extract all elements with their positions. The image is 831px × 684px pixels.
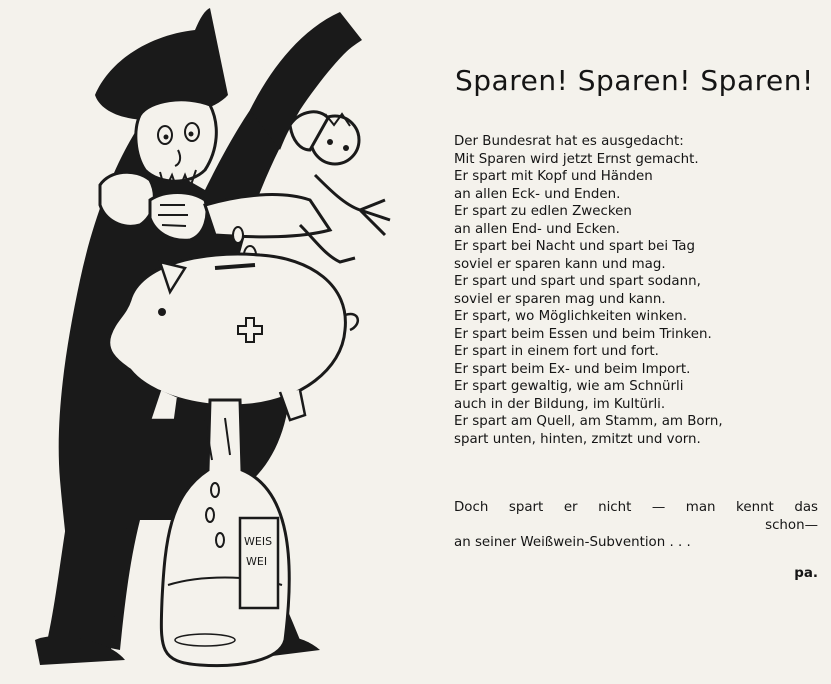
poem-line: Er spart am Quell, am Stamm, am Born, xyxy=(454,414,723,429)
poem-line: soviel er sparen mag und kann. xyxy=(454,291,666,307)
man-hand-left xyxy=(100,172,154,226)
poem-line: Er spart beim Ex- und beim Import. xyxy=(454,361,691,377)
man-face xyxy=(136,100,216,181)
poem-line: Er spart mit Kopf und Händen xyxy=(454,169,653,184)
poem-line: Er spart in einem fort und fort. xyxy=(454,344,659,359)
ending-line: an seiner Weißwein-Subvention . . . xyxy=(454,535,691,550)
poem-line: Der Bundesrat hat es ausgedacht: xyxy=(454,134,684,149)
poem-line: an allen End- und Ecken. xyxy=(454,221,620,237)
bottle-label-text: WEI xyxy=(246,555,268,568)
little-man-body xyxy=(205,195,330,237)
poem-line: Er spart beim Essen und beim Trinken. xyxy=(454,326,712,342)
poem-line: Er spart und spart und spart sodann, xyxy=(454,274,701,289)
poem-line: Er spart bei Nacht und spart bei Tag xyxy=(454,239,696,254)
poem-line: an allen Eck- und Enden. xyxy=(454,186,621,202)
poem-line: Er spart gewaltig, wie am Schnürli xyxy=(454,379,684,394)
poem-body xyxy=(454,133,819,448)
coin xyxy=(233,227,243,243)
poem-line: soviel er sparen kann und mag. xyxy=(454,256,666,272)
ending-line: schon— xyxy=(765,517,818,533)
poem-line: Er spart zu edlen Zwecken xyxy=(454,204,632,219)
poem-line: spart unten, hinten, zmitzt und vorn. xyxy=(454,431,701,447)
article-title: Sparen! Sparen! Sparen! xyxy=(455,64,814,97)
poem-line: Er spart, wo Möglichkeiten winken. xyxy=(454,309,687,324)
poem-line: Mit Sparen wird jetzt Ernst gemacht. xyxy=(454,151,699,167)
poem-ending xyxy=(454,499,818,552)
author-signature: pa. xyxy=(794,566,818,581)
ending-line: Doch spart er nicht — man kennt das xyxy=(454,500,818,515)
poem-line: auch in der Bildung, im Kultürli. xyxy=(454,396,666,412)
bottle-label-text: WEIS xyxy=(244,535,273,548)
